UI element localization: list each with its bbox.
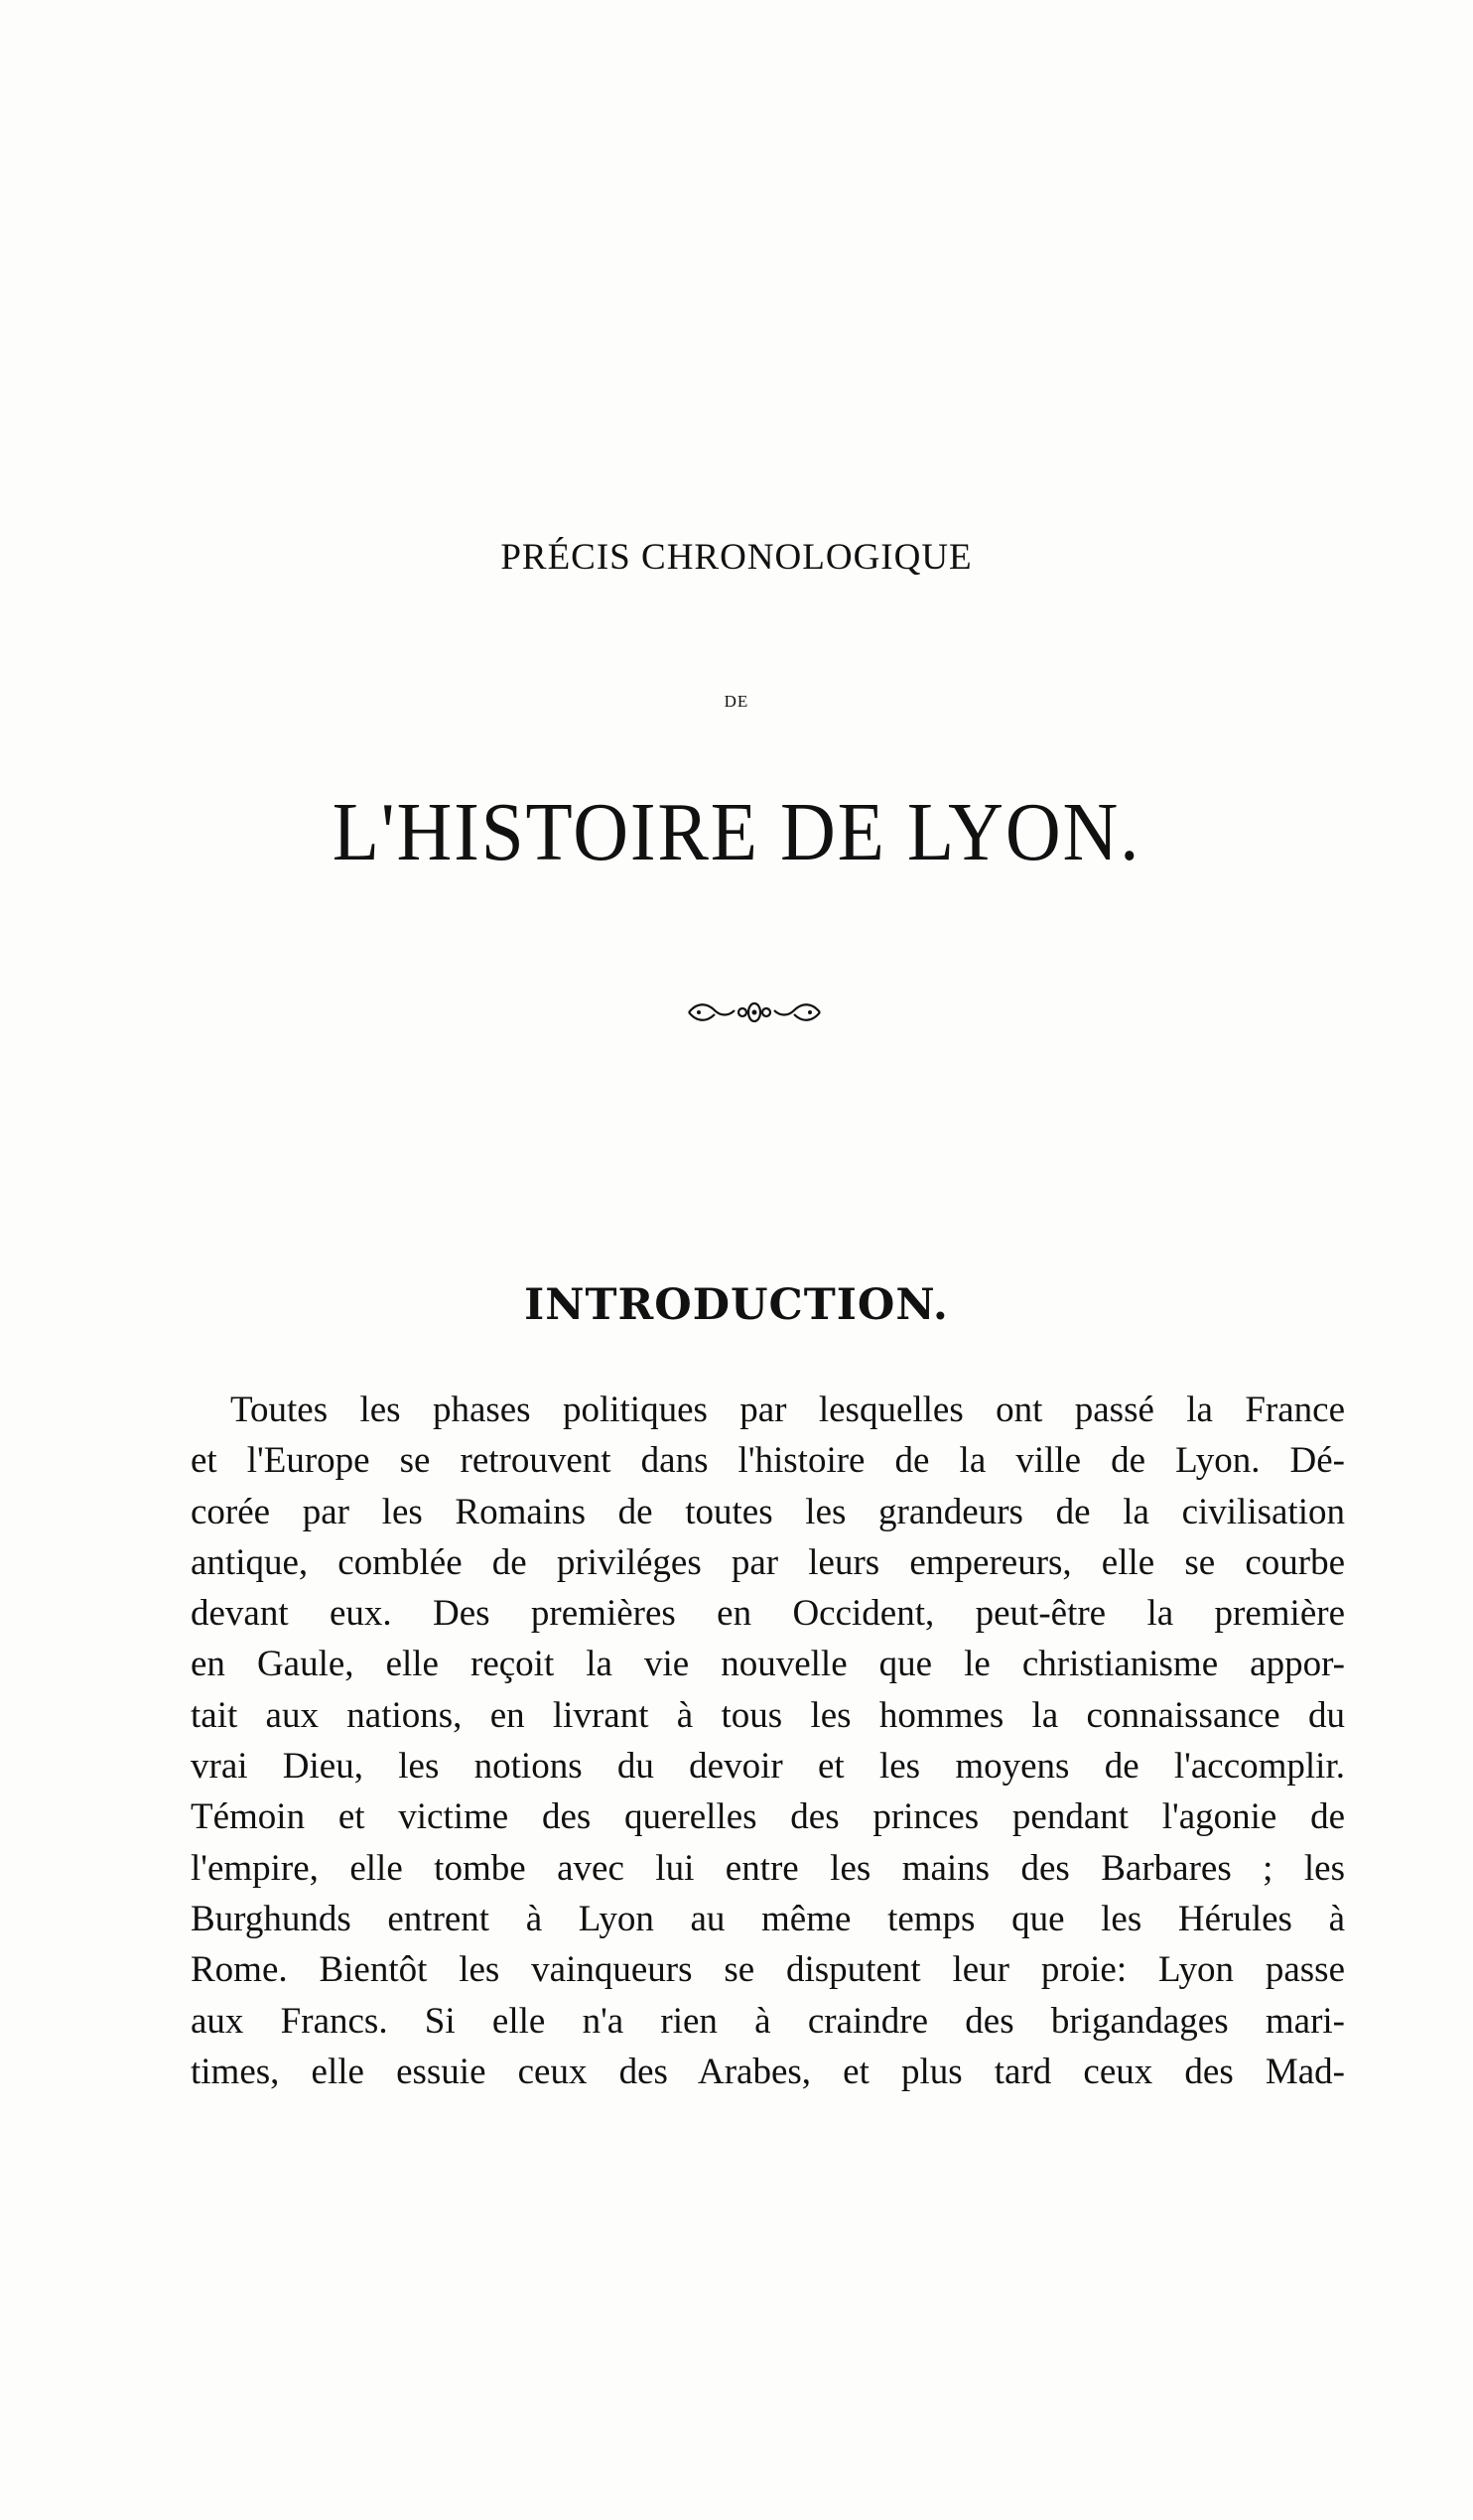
- page-title: L'HISTOIRE DE LYON.: [332, 786, 1141, 878]
- text-line: times, elle essuie ceux des Arabes, et plus tard ceux des Mad-: [191, 2051, 1345, 2092]
- section-heading-introduction: INTRODUCTION.: [524, 1280, 949, 1330]
- text-line: devant eux. Des premières en Occident, peut-être la première: [191, 1593, 1345, 1635]
- text-line: antique, comblée de priviléges par leurs empereurs, elle se courbe: [191, 1541, 1345, 1583]
- decorative-vine-ornament-icon: [685, 993, 824, 1032]
- title-line-precis-chronologique: PRÉCIS CHRONOLOGIQUE: [500, 537, 973, 578]
- body-paragraph: [191, 1385, 1345, 2097]
- text-line: aux Francs. Si elle n'a rien à craindre des brigandages mari-: [191, 2000, 1345, 2042]
- text-line: tait aux nations, en livrant à tous les hommes la connaissance du: [191, 1694, 1345, 1736]
- text-line: vrai Dieu, les notions du devoir et les moyens de l'accomplir.: [191, 1746, 1345, 1788]
- text-line: en Gaule, elle reçoit la vie nouvelle que le christianisme appor-: [191, 1644, 1345, 1685]
- text-line: et l'Europe se retrouvent dans l'histoire de la ville de Lyon. Dé-: [191, 1440, 1345, 1482]
- text-line: Toutes les phases politiques par lesquelles ont passé la France: [230, 1390, 1345, 1430]
- text-line: corée par les Romains de toutes les grandeurs de la civilisation: [191, 1491, 1345, 1532]
- text-line: Témoin et victime des querelles des princes pendant l'agonie de: [191, 1796, 1345, 1838]
- text-line: Burghunds entrent à Lyon au même temps que les Hérules à: [191, 1898, 1345, 1939]
- text-line: Rome. Bientôt les vainqueurs se disputent leur proie: Lyon passe: [191, 1949, 1345, 1991]
- text-line: l'empire, elle tombe avec lui entre les mains des Barbares ; les: [191, 1847, 1345, 1889]
- title-line-de: DE: [724, 692, 749, 711]
